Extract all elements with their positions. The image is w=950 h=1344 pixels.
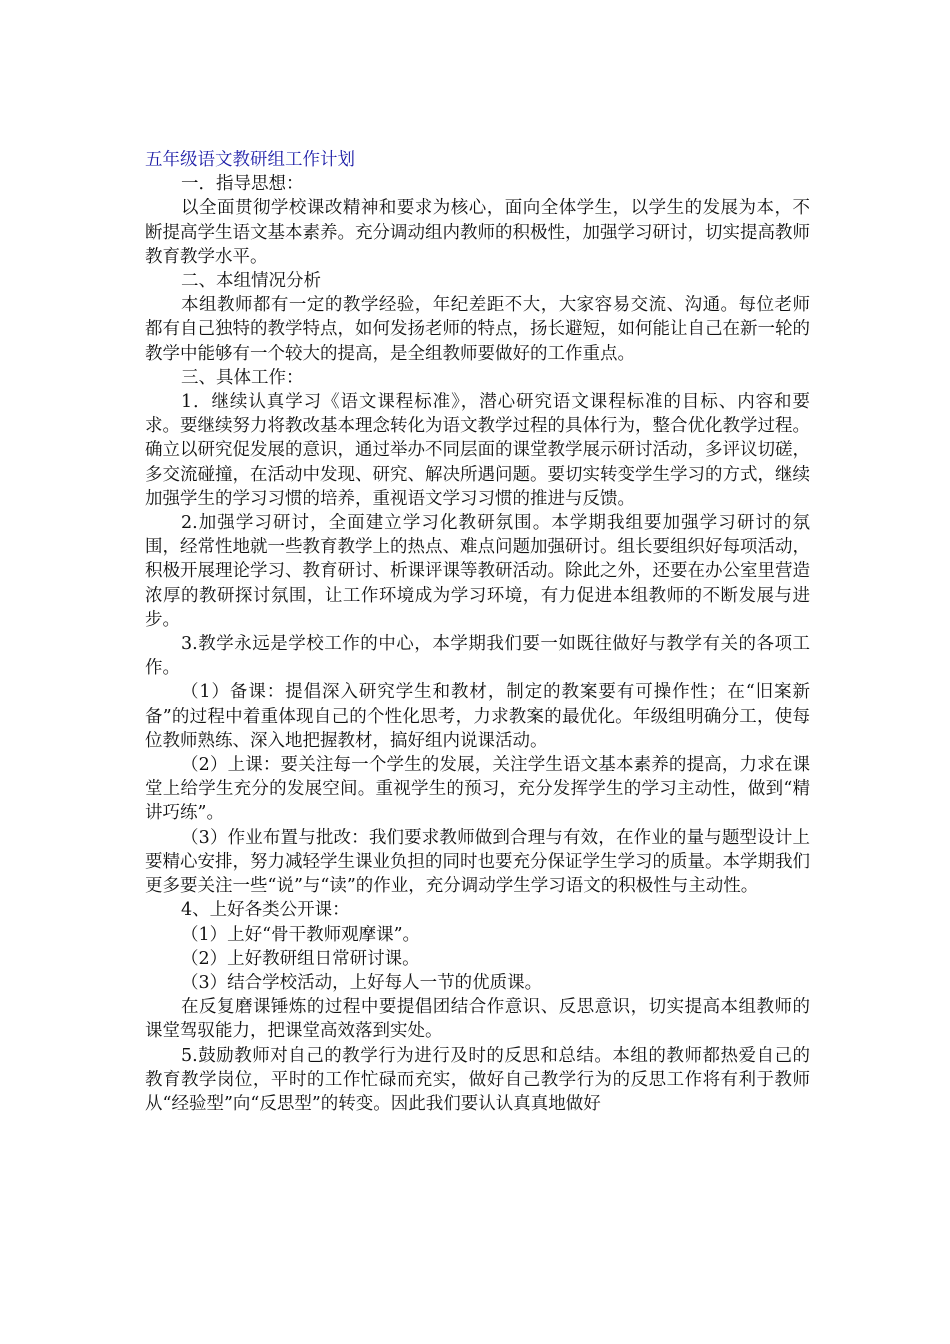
- section-heading-group-analysis: 二、本组情况分析: [181, 271, 321, 292]
- section-heading-open-classes: 4、上好各类公开课：: [181, 900, 350, 921]
- section-heading-guiding-ideology: 一．指导思想：: [181, 174, 304, 195]
- list-item-open-class-1: （1）上好“骨干教师观摩课”。: [181, 924, 421, 945]
- paragraph-group-analysis: 本组教师都有一定的教学经验，年纪差距不大，大家容易交流、沟通。每位老师都有自己独特的教学特点，如何发扬老师的特点，扬长避短，如何能让自己在新一轮的教学中能够有一个较大的提高，是全组教师要做好的工作重点。: [145, 295, 810, 364]
- paragraph-lesson-refinement: 在反复磨课锤炼的过程中要提倡团结合作意识、反思意识，切实提高本组教师的课堂驾驭能力，把课堂高效落到实处。: [145, 997, 810, 1042]
- paragraph-work-item-3: 3.教学永远是学校工作的中心，本学期我们要一如既往做好与教学有关的各项工作。: [145, 634, 810, 679]
- paragraph-guiding-ideology: 以全面贯彻学校课改精神和要求为核心，面向全体学生，以学生的发展为本，不断提高学生语文基本素养。充分调动组内教师的积极性，加强学习研讨，切实提高教师教育教学水平。: [145, 198, 810, 267]
- list-item-open-class-2: （2）上好教研组日常研讨课。: [181, 948, 420, 969]
- paragraph-lesson-prep: （1）备课：提倡深入研究学生和教材，制定的教案要有可操作性；在“旧案新备”的过程中着重体现自己的个性化思考，力求教案的最优化。年级组明确分工，使每位教师熟练、深入地把握教材，搞好组内说课活动。: [145, 682, 810, 751]
- document-title: 五年级语文教研组工作计划: [145, 150, 355, 170]
- paragraph-work-item-5: 5.鼓励教师对自己的教学行为进行及时的反思和总结。本组的教师都热爱自己的教育教学岗位，平时的工作忙碌而充实，做好自己教学行为的反思工作将有利于教师从“经验型”向“反思型”的转变。因此我们要认认真真地做好: [145, 1045, 810, 1114]
- paragraph-work-item-1: 1．继续认真学习《语文课程标准》，潜心研究语文课程标准的目标、内容和要求。要继续努力将教改基本理念转化为语文教学过程的具体行为，整合优化教学过程。确立以研究促发展的意识，通过举办不同层面的课堂教学展示研讨活动，多评议切磋，多交流碰撞，在活动中发现、研究、解决所遇问题。要切实转变学生学习的方式，继续加强学生的学习习惯的培养，重视语文学习习惯的推进与反馈。: [145, 392, 810, 509]
- paragraph-teaching: （2）上课：要关注每一个学生的发展，关注学生语文基本素养的提高，力求在课堂上给学生充分的发展空间。重视学生的预习，充分发挥学生的学习主动性，做到“精讲巧练”。: [145, 755, 810, 824]
- section-heading-specific-work: 三、具体工作：: [181, 367, 304, 388]
- document-page: [145, 148, 810, 1116]
- paragraph-work-item-2: 2.加强学习研讨，全面建立学习化教研氛围。本学期我组要加强学习研讨的氛围，经常性地就一些教育教学上的热点、难点问题加强研讨。组长要组织好每项活动，积极开展理论学习、教育研讨、析课评课等教研活动。除此之外，还要在办公室里营造浓厚的教研探讨氛围，让工作环境成为学习环境，有力促进本组教师的不断发展与进步。: [145, 513, 810, 630]
- paragraph-homework: （3）作业布置与批改：我们要求教师做到合理与有效，在作业的量与题型设计上要精心安排，努力减轻学生课业负担的同时也要充分保证学生学习的质量。本学期我们更多要关注一些“说”与“读”的作业，充分调动学生学习语文的积极性与主动性。: [145, 827, 810, 897]
- list-item-open-class-3: （3）结合学校活动，上好每人一节的优质课。: [181, 972, 543, 993]
